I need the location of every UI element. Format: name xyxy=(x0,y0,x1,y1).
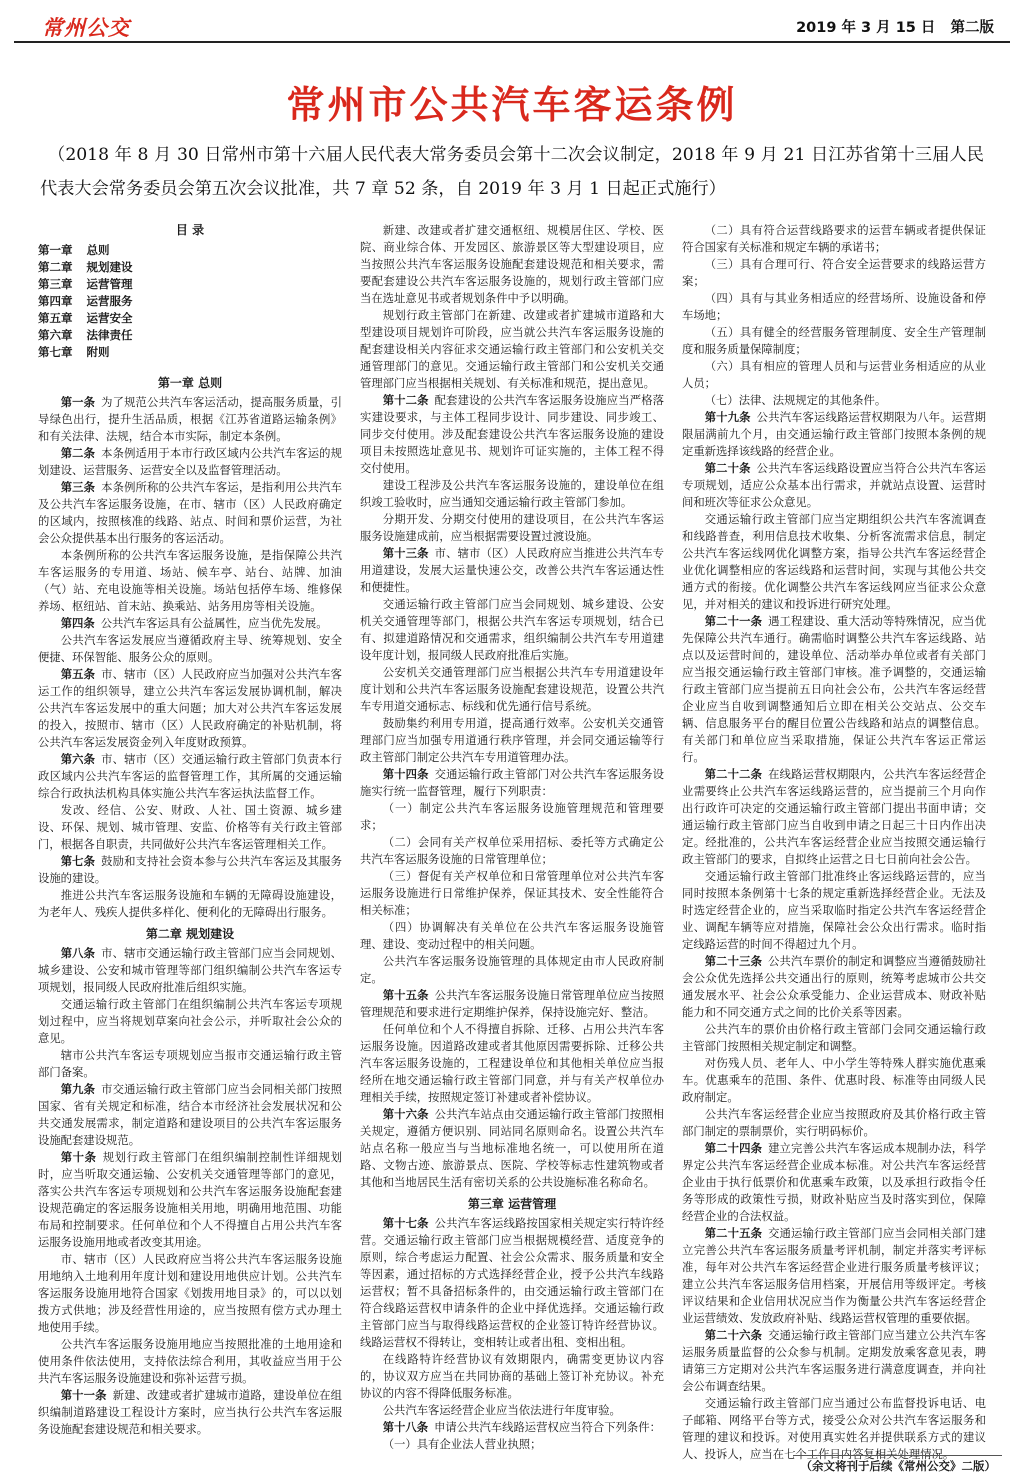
edition-label: 第二版 xyxy=(950,20,994,36)
article-text: 公共汽车客运线路运营权期限为八年。运营期限届满前九个月，由交通运输行政主管部门按照本条例的规定重新选择该线路的经营企业。 xyxy=(682,410,987,458)
article-paragraph xyxy=(360,596,664,664)
article-number: 第十一条 xyxy=(60,1388,107,1402)
article-number: 第二十四条 xyxy=(704,1141,763,1155)
table-of-contents xyxy=(38,222,342,361)
article-text: （四）协调解决有关单位在公共汽车客运服务设施管理、建设、变动过程中的相关问题。 xyxy=(360,920,664,951)
toc-item-number: 第三章 xyxy=(38,277,73,291)
article-number: 第十九条 xyxy=(704,410,751,424)
toc-item-label: 附则 xyxy=(86,345,110,359)
article-text: 公共汽车票价的制定和调整应当遵循鼓励社会公众优先选择公共交通出行的原则，统筹考虑城市公共交通发展水平、社会公众承受能力、企业运营成本、财政补贴能力和不同交通方式之间的比价关系等因素。 xyxy=(682,954,987,1019)
article-text: （七）法律、法规规定的其他条件。 xyxy=(704,393,887,407)
article-paragraph xyxy=(360,1215,664,1351)
article-text: 鼓励集约利用专用道，提高通行效率。公安机关交通管理部门应当加强专用道通行秩序管理，并会同交通运输等行政主管部门制定公共汽车专用道管理办法。 xyxy=(360,716,664,764)
article-text: 市、辖市（区）人民政府应当推进公共汽车专用道建设，发展大运量快速公交，改善公共汽车客运通达性和便捷性。 xyxy=(360,546,665,594)
article-text: （一）具有企业法人营业执照； xyxy=(382,1437,542,1451)
article-text: 本条例所称的公共汽车客运服务设施，是指保障公共汽车客运服务的专用道、场站、候车亭、站台、站牌、加油（气）站、充电设施等相关设施。场站包括停车场、维修保养场、枢纽站、首末站、换乘站、站务用房等相关设施。 xyxy=(38,548,342,613)
article-text: 交通运输行政主管部门对公共汽车客运服务设施实行统一监督管理，履行下列职责： xyxy=(360,767,665,798)
article-paragraph xyxy=(38,615,342,632)
article-number: 第十条 xyxy=(60,1150,97,1164)
article-number: 第十四条 xyxy=(382,767,429,781)
article-number: 第三条 xyxy=(60,480,96,494)
article-text: 市、辖市（区）人民政府应当加强对公共汽车客运工作的组织领导，建立公共汽车客运发展协调机制，解决公共汽车客运发展中的重大问题；加大对公共汽车客运发展的投入，按照市、辖市（区）人民政府确定的补贴机制，将公共汽车客运发展资金列入年度财政预算。 xyxy=(38,667,343,749)
toc-item-label: 法律责任 xyxy=(86,328,133,342)
article-paragraph xyxy=(360,1021,664,1106)
article-paragraph xyxy=(360,1106,664,1191)
article-text: （二）具有符合运营线路要求的运营车辆或者提供保证符合国家有关标准和规定车辆的承诺书； xyxy=(682,223,986,254)
article-paragraph xyxy=(38,996,342,1047)
article-text: 规划行政主管部门在新建、改建或者扩建城市道路和大型建设项目规划许可阶段，应当就公共汽车客运服务设施的配套建设相关内容征求交通运输行政主管部门和公安机关交通管理部门的意见。交通运输行政主管部门和公安机关交通管理部门应当根据相关规划、有关标准和规范，提出意见。 xyxy=(360,308,664,390)
article-text: 交通运输行政主管部门应当会同规划、城乡建设、公安机关交通管理等部门，根据公共汽车客运专项规划，结合已有、拟建道路情况和交通需求，组织编制公共汽车专用道建设年度计划，报同级人民政府批准后实施。 xyxy=(360,597,664,662)
article-paragraph xyxy=(682,511,986,613)
article-text: （三）具有合理可行、符合安全运营要求的线路运营方案； xyxy=(682,257,986,288)
article-text: （二）会同有关产权单位采用招标、委托等方式确定公共汽车客运服务设施的日常管理单位； xyxy=(360,835,664,866)
article-text: 本条例所称的公共汽车客运，是指利用公共汽车及公共汽车客运服务设施，在市、辖市（区）人民政府确定的区域内，按照核准的线路、站点、时间和票价运营，为社会公众提供基本出行服务的客运活动。 xyxy=(38,480,343,545)
article-paragraph xyxy=(360,545,664,596)
article-text: 市交通运输行政主管部门应当会同相关部门按照国家、省有关规定和标准，结合本市经济社会发展状况和公共交通发展需求，制定道路和建设项目的公共汽车客运服务设施配套建设规范。 xyxy=(38,1082,343,1147)
toc-item-number: 第二章 xyxy=(38,260,73,274)
article-text: 交通运输行政主管部门应当通过公布监督投诉电话、电子邮箱、网络平台等方式，接受公众对公共汽车客运服务和管理的建议和投诉。对使用真实姓名并提供联系方式的建议人、投诉人，应当在七个工作日内答复相关处理情况。 xyxy=(682,1396,986,1461)
toc-item xyxy=(38,276,342,293)
article-text: 公共汽车客运线路按国家相关规定实行特许经营。交通运输行政主管部门应当根据规模经营、适度竞争的原则，综合考虑运力配置、社会公众需求、服务质量和安全等因素，通过招标的方式选择经营企业，授予公共汽车线路运营权；暂不具备招标条件的，由交通运输行政主管部门在符合线路运营权申请条件的企业中择优选择。交通运输行政主管部门应当与取得线路运营权的企业签订特许经营协议。线路运营权不得转让，变相转让或者出租、变相出租。 xyxy=(360,1216,665,1349)
article-body xyxy=(38,222,986,1464)
article-text: 交通运输行政主管部门批准终止客运线路运营的，应当同时按照本条例第十七条的规定重新选择经营企业。无法及时选定经营企业的，应当采取临时指定公共汽车客运经营企业、调配车辆等应对措施，保障社会公众出行需求。临时指定线路运营的时间不得超过九个月。 xyxy=(682,869,986,951)
toc-item-number: 第一章 xyxy=(38,243,73,257)
article-text: 建立完善公共汽车客运成本规制办法，科学界定公共汽车客运经营企业成本标准。对公共汽车客运经营企业由于执行低票价和优惠乘车政策，以及承担行政指令任务等形成的政策性亏损，财政补贴应当及时落实到位，保障经营企业的合法权益。 xyxy=(682,1141,987,1223)
chapter-heading: 第二章 规划建设 xyxy=(145,927,235,941)
article-text: 配套建设的公共汽车客运服务设施应当严格落实建设要求，与主体工程同步设计、同步建设、同步竣工、同步交付使用。涉及配套建设公共汽车客运服务设施的建设项目未按照选址意见书、规划许可证实施的，主体工程不得交付使用。 xyxy=(360,393,665,475)
article-paragraph xyxy=(38,1336,342,1387)
toc-item xyxy=(38,293,342,310)
toc-item-label: 总则 xyxy=(86,243,110,257)
issue-date: 2019 年 3 月 15 日 xyxy=(796,20,936,36)
article-text: 鼓励和支持社会资本参与公共汽车客运及其服务设施的建设。 xyxy=(38,854,343,885)
article-text: 交通运输行政主管部门应当建立公共汽车客运服务质量监督的公众参与机制。定期发放乘客意见表，聘请第三方定期对公共汽车客运服务进行满意度调查，并向社会公布调查结果。 xyxy=(682,1328,987,1393)
toc-list xyxy=(38,242,342,361)
article-paragraph xyxy=(360,477,664,511)
article-number: 第二十五条 xyxy=(704,1226,763,1240)
article-paragraph xyxy=(360,919,664,953)
article-text: 本条例适用于本市行政区域内公共汽车客运的规划建设、运营服务、运营安全以及监督管理活动。 xyxy=(38,446,343,477)
article-text: 公共汽车客运服务设施用地应当按照批准的土地用途和使用条件依法使用，支持依法综合利用，其收益应当用于公共汽车客运服务设施建设和弥补运营亏损。 xyxy=(38,1337,342,1385)
article-text: 规划行政主管部门在组织编制控制性详细规划时，应当听取交通运输、公安机关交通管理等部门的意见，落实公共汽车客运专项规划和公共汽车客运服务设施配套建设规范确定的客运服务设施相关用地，明确用地范围、功能布局和控制要求。任何单位和个人不得擅自占用公共汽车客运服务设施用地或者改变其用途。 xyxy=(38,1150,343,1249)
article-paragraph xyxy=(360,222,664,307)
article-paragraph xyxy=(360,987,664,1021)
toc-item-label: 运营管理 xyxy=(86,277,133,291)
toc-item-label: 运营安全 xyxy=(86,311,133,325)
article-paragraph xyxy=(682,290,986,324)
article-paragraph xyxy=(682,1106,986,1140)
article-paragraph xyxy=(38,751,342,802)
article-paragraph xyxy=(360,392,664,477)
article-paragraph xyxy=(682,358,986,392)
article-paragraph xyxy=(682,953,986,1021)
article-text: 分期开发、分期交付使用的建设项目，在公共汽车客运服务设施建成前，应当根据需要设置过渡设施。 xyxy=(360,512,664,543)
article-paragraph xyxy=(360,511,664,545)
article-number: 第十二条 xyxy=(382,393,429,407)
article-text: 公共汽车客运服务设施日常管理单位应当按照管理规范和要求进行定期维护保养，保持设施完好、整洁。 xyxy=(360,988,665,1019)
article-text: 辖市公共汽车客运专项规划应当报市交通运输行政主管部门备案。 xyxy=(38,1048,342,1079)
article-paragraph xyxy=(360,715,664,766)
article-paragraph xyxy=(38,887,342,921)
article-paragraph xyxy=(38,853,342,887)
article-text: 公共汽车客运服务设施管理的具体规定由市人民政府制定。 xyxy=(360,954,664,985)
article-paragraph xyxy=(360,664,664,715)
article-paragraph xyxy=(38,394,342,445)
article-paragraph xyxy=(682,766,986,868)
article-paragraph xyxy=(682,1225,986,1327)
article-paragraph xyxy=(682,1055,986,1106)
continued-note: （余文将刊于后续《常州公交》二版） xyxy=(800,1459,996,1473)
article-paragraph xyxy=(38,1149,342,1251)
article-paragraph xyxy=(682,1021,986,1055)
article-paragraph xyxy=(360,766,664,800)
article-paragraph xyxy=(360,1351,664,1402)
article-number: 第二十一条 xyxy=(704,614,763,628)
article-paragraph xyxy=(682,256,986,290)
article-paragraph xyxy=(682,409,986,460)
article-number: 第九条 xyxy=(60,1082,96,1096)
article-text: 市、辖市（区）人民政府应当将公共汽车客运服务设施用地纳入土地利用年度计划和建设用地供应计划。公共汽车客运服务设施用地符合国家《划拨用地目录》的，可以以划拨方式供地；涉及经营性用途的，应当按照有偿方式办理土地使用手续。 xyxy=(38,1252,342,1334)
page-title: 常州市公共汽车客运条例 xyxy=(286,83,738,127)
article-paragraph xyxy=(360,1436,664,1453)
article-text: （三）督促有关产权单位和日常管理单位对公共汽车客运服务设施进行日常维护保养，保证其技术、安全性能符合相关标准； xyxy=(360,869,664,917)
article-text: 在线路特许经营协议有效期限内，确需变更协议内容的，协议双方应当在共同协商的基础上签订补充协议。补充协议的内容不得降低服务标准。 xyxy=(360,1352,664,1400)
article-number: 第四条 xyxy=(60,616,95,630)
article-text: （六）具有相应的管理人员和与运营业务相适应的从业人员； xyxy=(682,359,986,390)
article-paragraph xyxy=(38,802,342,853)
article-number: 第二条 xyxy=(60,446,96,460)
article-number: 第五条 xyxy=(60,667,96,681)
article-paragraph xyxy=(38,1047,342,1081)
article-number: 第二十三条 xyxy=(704,954,763,968)
paper-logo: 常州公交 xyxy=(42,15,130,40)
toc-item xyxy=(38,259,342,276)
article-text: 建设工程涉及公共汽车客运服务设施的，建设单位在组织竣工验收时，应当通知交通运输行政主管部门参加。 xyxy=(360,478,664,509)
article-paragraph xyxy=(38,547,342,615)
article-text: （五）具有健全的经营服务管理制度、安全生产管理制度和服务质量保障制度； xyxy=(682,325,986,356)
article-paragraph xyxy=(682,392,986,409)
article-text: 对伤残人员、老年人、中小学生等特殊人群实施优惠乘车。优惠乘车的范围、条件、优惠时段、标准等由同级人民政府制定。 xyxy=(682,1056,986,1104)
article-paragraph xyxy=(360,1402,664,1419)
toc-item xyxy=(38,310,342,327)
article-number: 第十五条 xyxy=(382,988,429,1002)
article-text: （一）制定公共汽车客运服务设施管理规范和管理要求； xyxy=(360,801,664,832)
article-number: 第十六条 xyxy=(382,1107,429,1121)
article-text: 新建、改建或者扩建交通枢纽、规模居住区、学校、医院、商业综合体、开发园区、旅游景区等大型建设项目，应当按照公共汽车客运服务设施配套建设规范和相关要求，需要配套建设公共汽车客运服务设施的，规划行政主管部门应当在选址意见书或者规划条件中予以明确。 xyxy=(360,223,664,305)
article-text: 市、辖市交通运输行政主管部门应当会同规划、城乡建设、公安和城市管理等部门组织编制公共汽车客运专项规划，报同级人民政府批准后组织实施。 xyxy=(38,946,343,994)
article-paragraph xyxy=(360,307,664,392)
article-text: 公安机关交通管理部门应当根据公共汽车专用道建设年度计划和公共汽车客运服务设施配套建设规范，设置公共汽车专用道交通标志、标线和优先通行信号系统。 xyxy=(360,665,664,713)
article-text: 任何单位和个人不得擅自拆除、迁移、占用公共汽车客运服务设施。因道路改建或者其他原因需要拆除、迁移公共汽车客运服务设施的，工程建设单位和其他相关单位应当报经所在地交通运输行政主管部门同意，并与有关产权单位办理相关手续，按照规定签订补建或者补偿协议。 xyxy=(360,1022,664,1104)
article-text: 遇工程建设、重大活动等特殊情况，应当优先保障公共汽车通行。确需临时调整公共汽车客运线路、站点以及运营时间的，建设单位、活动举办单位或者有关部门应当报交通运输行政主管部门审核。准予调整的，交通运输行政主管部门应当提前五日向社会公布，公共汽车客运经营企业应当自收到调整通知后立即在相关公交站点、公交车辆、信息服务平台的醒目位置公告线路和站点的调整信息。有关部门和单位应当采取措施，保证公共汽车客运正常运行。 xyxy=(682,614,987,764)
article-text: 交通运输行政主管部门应当会同相关部门建立完善公共汽车客运服务质量考评机制，制定并落实考评标准，每年对公共汽车客运经营企业进行服务质量考核评议；建立公共汽车客运服务信用档案，开展信用等级评定。考核评议结果和企业信用状况应当作为衡量公共汽车客运经营企业运营绩效、发放政府补贴、线路运营权管理的重要依据。 xyxy=(682,1226,987,1325)
article-paragraph xyxy=(360,834,664,868)
article-paragraph xyxy=(360,953,664,987)
article-text: 申请公共汽车线路运营权应当符合下列条件： xyxy=(434,1420,661,1434)
article-number: 第十三条 xyxy=(382,546,429,560)
article-paragraph xyxy=(682,613,986,766)
toc-item-number: 第六章 xyxy=(38,328,73,342)
article-paragraph xyxy=(38,1251,342,1336)
toc-item xyxy=(38,327,342,344)
article-text: 交通运输行政主管部门应当定期组织公共汽车客流调查和线路普查，利用信息技术收集、分析客流需求信息，制定公共汽车客运线网优化调整方案，指导公共汽车客运经营企业优化调整相应的客运线路和运营时间，实现与其他公共交通方式的衔接。优化调整公共汽车客运线网应当征求公众意见，并对相关的建议和投诉进行研究处理。 xyxy=(682,512,986,611)
article-number: 第十八条 xyxy=(382,1420,429,1434)
article-text: 公共汽车客运经营企业应当依法进行年度审验。 xyxy=(382,1403,621,1417)
article-text: 新建、改建或者扩建城市道路，建设单位在组织编制道路建设工程设计方案时，应当执行公共汽车客运服务设施配套建设规范和相关要求。 xyxy=(38,1388,343,1436)
article-paragraph xyxy=(38,1081,342,1149)
article-paragraph xyxy=(682,1327,986,1395)
article-text: 市、辖市（区）交通运输行政主管部门负责本行政区域内公共汽车客运的监督管理工作，其所属的交通运输综合行政执法机构具体实施公共汽车客运执法监督工作。 xyxy=(38,752,343,800)
preamble-text: （2018 年 8 月 30 日常州市第十六届人民代表大常务委员会第十二次会议制定，2018 年 9 月 21 日江苏省第十三届人民代表大会常务委员会第五次会议批准，共 7 章 52 条，自 2019 年 3 月 1 日起正式施行） xyxy=(40,145,984,199)
article-paragraph xyxy=(682,324,986,358)
article-number: 第二十二条 xyxy=(704,767,763,781)
article-number: 第八条 xyxy=(60,946,96,960)
article-text: 在线路运营权期限内，公共汽车客运经营企业需要终止公共汽车客运线路运营的，应当提前三个月向作出行政许可决定的交通运输行政主管部门提出书面申请；交通运输行政主管部门应当自收到申请之日起三十日内作出决定。经批准的，公共汽车客运经营企业应当按照交通运输行政主管部门的要求，自拟终止运营之日七日前向社会公告。 xyxy=(682,767,987,866)
article-number: 第一条 xyxy=(60,395,96,409)
article-paragraph xyxy=(38,1387,342,1438)
article-paragraph xyxy=(682,1140,986,1225)
article-number: 第二十条 xyxy=(704,461,751,475)
article-paragraph xyxy=(682,868,986,953)
article-number: 第七条 xyxy=(60,854,96,868)
article-number: 第二十六条 xyxy=(704,1328,763,1342)
article-paragraph xyxy=(360,868,664,919)
article-text: （四）具有与其业务相适应的经营场所、设施设备和停车场地； xyxy=(682,291,986,322)
article-paragraph xyxy=(682,222,986,256)
article-text: 公共汽车客运线路设置应当符合公共汽车客运专项规划，适应公众基本出行需求，并就站点设置、运营时间和班次等征求公众意见。 xyxy=(682,461,987,509)
article-text: 公共汽车客运发展应当遵循政府主导、统筹规划、安全便捷、环保智能、服务公众的原则。 xyxy=(38,633,342,664)
toc-item-label: 规划建设 xyxy=(86,260,133,274)
article-paragraph xyxy=(38,445,342,479)
article-number: 第十七条 xyxy=(382,1216,429,1230)
article-text: 公共汽车的票价由价格行政主管部门会同交通运输行政主管部门按照相关规定制定和调整。 xyxy=(682,1022,986,1053)
toc-item-number: 第五章 xyxy=(38,311,73,325)
article-paragraph xyxy=(682,1395,986,1463)
article-text: 公共汽车客运经营企业应当按照政府及其价格行政主管部门制定的票制票价，实行明码标价。 xyxy=(682,1107,986,1138)
article-text: 为了规范公共汽车客运活动，提高服务质量，引导绿色出行，提升生活品质，根据《江苏省道路运输条例》和有关法律、法规，结合本市实际，制定本条例。 xyxy=(38,395,343,443)
preamble xyxy=(40,138,984,206)
article-text: 公共汽车站点由交通运输行政主管部门按照相关规定，遵循方便识别、同站同名原则命名。设置公共汽车站点名称一般应当与当地标准地名统一，可以使用所在道路、文物古迹、旅游景点、医院、学校等标志性建筑物或者其他和当地居民生活有密切关系的公共设施标准名称命名。 xyxy=(360,1107,665,1189)
article-number: 第六条 xyxy=(60,752,96,766)
article-paragraph xyxy=(360,1419,664,1436)
article-paragraph xyxy=(682,460,986,511)
issue-info xyxy=(786,16,994,37)
article-text: 推进公共汽车客运服务设施和车辆的无障碍设施建设，为老年人、残疾人提供多样化、便利化的无障碍出行服务。 xyxy=(38,888,342,919)
article-paragraph xyxy=(360,800,664,834)
toc-item xyxy=(38,242,342,259)
toc-item-label: 运营服务 xyxy=(86,294,133,308)
article-paragraph xyxy=(38,945,342,996)
toc-item xyxy=(38,344,342,361)
toc-title: 目 录 xyxy=(175,223,205,237)
article-paragraph xyxy=(38,666,342,751)
toc-item-number: 第七章 xyxy=(38,345,73,359)
article-paragraph xyxy=(38,632,342,666)
article-columns xyxy=(38,222,986,1464)
masthead-rule xyxy=(14,41,1010,43)
article-text: 发改、经信、公安、财政、人社、国土资源、城乡建设、环保、规划、城市管理、安监、价格等有关行政主管部门，根据各自职责，共同做好公共汽车客运管理相关工作。 xyxy=(38,803,342,851)
article-text: 公共汽车客运具有公益属性，应当优先发展。 xyxy=(100,616,328,630)
article-text: 交通运输行政主管部门在组织编制公共汽车客运专项规划过程中，应当将规划草案向社会公示，并听取社会公众的意见。 xyxy=(38,997,342,1045)
chapter-heading: 第一章 总则 xyxy=(157,376,223,390)
chapter-heading: 第三章 运营管理 xyxy=(467,1197,557,1211)
article-paragraph xyxy=(38,479,342,547)
masthead xyxy=(0,0,1024,46)
toc-item-number: 第四章 xyxy=(38,294,73,308)
